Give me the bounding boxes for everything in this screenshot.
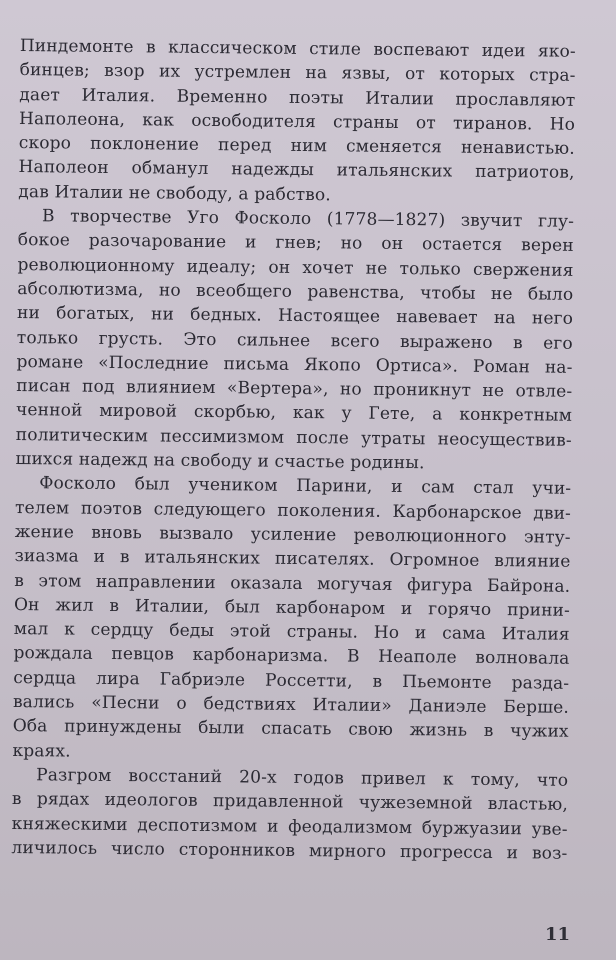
text-line: абсолютизма, но всеобщего равенства, чтобы не было xyxy=(17,278,574,305)
text-line: ченной мировой скорбью, как у Гете, а конкретным xyxy=(15,400,573,427)
text-line: Он жил в Италии, был карбонаром и горячо прини- xyxy=(13,594,571,621)
text-line: сердца лира Габриэле Россетти, в Пьемонте разда- xyxy=(13,667,570,694)
text-line: шихся надежд на свободу и счастье родины. xyxy=(15,449,425,474)
text-line: зиазма и в итальянских писателях. Огромное влияние xyxy=(14,546,571,573)
text-line: жение вновь вызвало усиление революционного энту- xyxy=(14,521,571,548)
text-line: краях. xyxy=(12,740,71,762)
paragraph xyxy=(12,471,571,768)
text-line: В творчестве Уго Фосколо (1778—1827) звучит глу- xyxy=(41,206,575,232)
text-line: Оба принуждены были спасать свою жизнь в чужих xyxy=(12,716,569,743)
text-line: рождала певцов карбонаризма. В Неаполе волновала xyxy=(13,643,570,670)
text-line: только грусть. Это сильнее всего выражено в его xyxy=(16,327,573,354)
text-line: вались «Песни о бедствиях Италии» Даниэле Берше. xyxy=(12,691,570,718)
text-line: Разгром восстаний 20-х годов привел к тому, что xyxy=(36,765,569,791)
paragraph xyxy=(18,34,576,210)
text-line: Пиндемонте в классическом стиле воспевают идеи яко- xyxy=(19,35,576,62)
text-line: писан под влиянием «Вертера», но проникнут не отвле- xyxy=(16,376,573,402)
text-line: бинцев; взор их устремлен на язвы, от которых стра- xyxy=(19,60,576,87)
text-line: скоро поклонение перед ним сменяется ненавистью. xyxy=(18,133,575,160)
text-line: Наполеона, как освободителя страны от тиранов. Но xyxy=(19,108,576,135)
text-line: княжескими деспотизмом и феодализмом буржуазии уве- xyxy=(11,813,568,840)
text-line: личилось число сторонников мирного прогресса и воз- xyxy=(11,837,568,864)
text-line: в этом направлении оказала могучая фигура Байрона. xyxy=(14,570,571,597)
text-body xyxy=(11,34,576,866)
text-line: Наполеон обманул надежды итальянских патриотов, xyxy=(18,157,575,184)
paragraph xyxy=(15,204,574,477)
text-line: мал к сердцу беды этой страны. Но и сама Италия xyxy=(13,619,570,645)
paragraph xyxy=(11,763,568,866)
text-line: Фосколо был учеником Парини, и сам стал учи- xyxy=(39,473,572,500)
text-line: в рядах идеологов придавленной чужеземной властью, xyxy=(11,789,569,815)
text-line: дает Италия. Временно поэты Италии прославляют xyxy=(19,84,576,111)
text-line: романе «Последние письма Якопо Ортиса». Роман на- xyxy=(16,351,573,378)
text-line: дав Италии не свободу, а рабство. xyxy=(18,181,331,206)
text-line: бокое разочарование и гнев; но он остается верен xyxy=(17,230,574,257)
text-line: телем поэтов следующего поколения. Карбонарское дви- xyxy=(14,497,572,524)
page-number: 11 xyxy=(545,924,571,945)
text-line: революционному идеалу; он хочет не только свержения xyxy=(17,254,574,281)
text-line: ни богатых, ни бедных. Настоящее навевает на него xyxy=(16,303,574,330)
text-line: политическим пессимизмом после утраты неосуществив- xyxy=(15,424,572,451)
